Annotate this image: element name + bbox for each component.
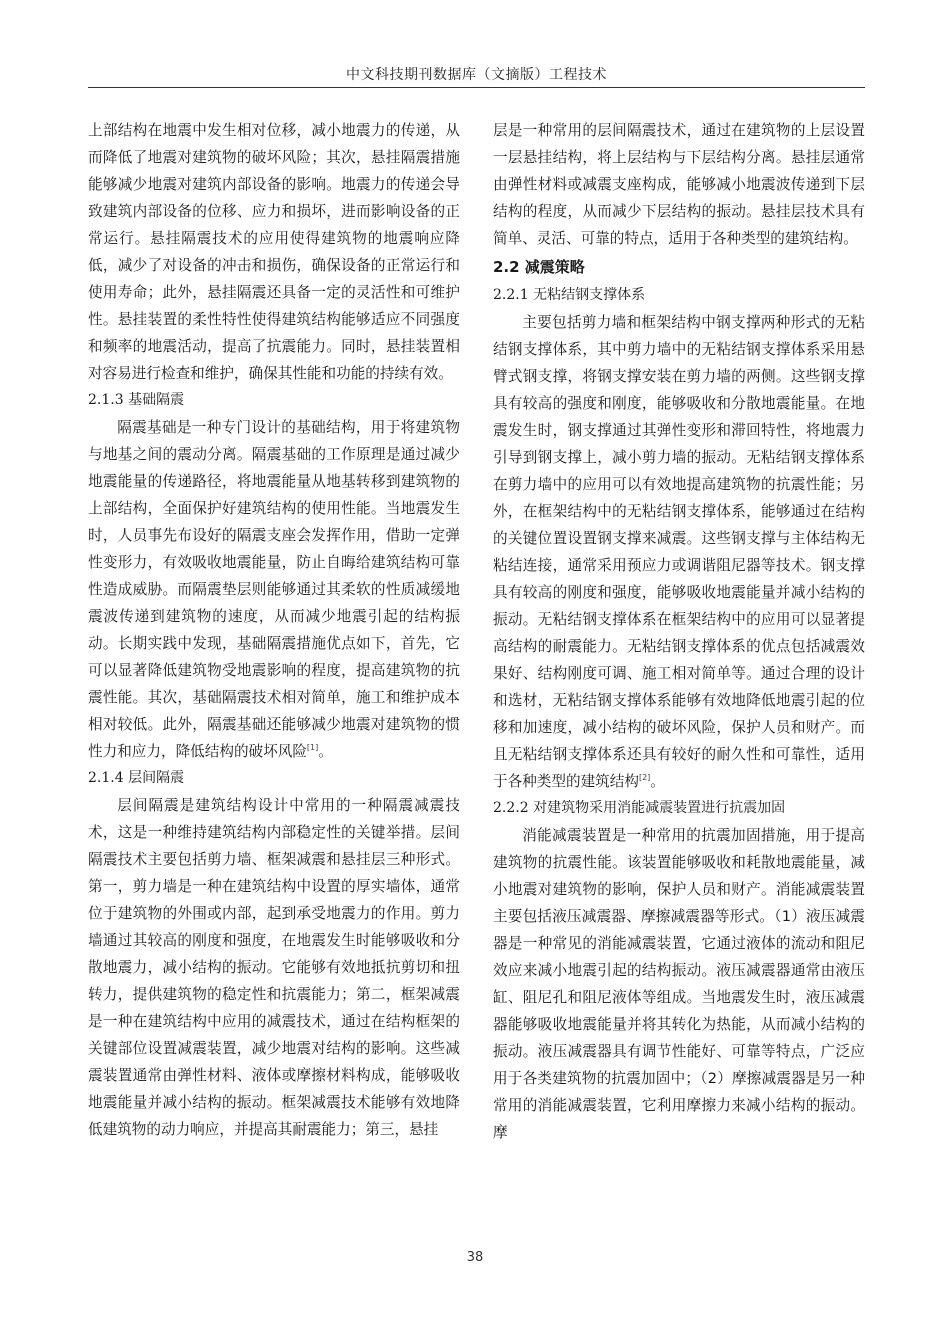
right-column [493,117,865,1146]
paragraph-unbonded-steel-brace [493,309,865,795]
header-rule [88,87,865,88]
paragraph-base-isolation-text: 隔震基础是一种专门设计的基础结构，用于将建筑物与地基之间的震动分离。隔震基础的工作原理是通过减少地震能量的传递路径，将地震能量从地基转移到建筑物的上部结构，全面保护好建筑结构的使用性能。当地震发生时，人员事先布设好的隔震支座会发挥作用，借助一定弹性变形力，有效吸收地震能量，防止自晦给建筑结构可靠性造成威胁。而隔震垫层则能够通过其柔软的性质减缓地震波传递到建筑物的速度，从而减少地震引起的结构振动。长期实践中发现，基础隔震措施优点如下，首先，它可以显著降低建筑物受地震影响的程度，提高建筑物的抗震性能。其次，基础隔震技术相对简单，施工和维护成本相对较低。此外，隔震基础还能够减少地震对建筑物的惯性力和应力，降低结构的破坏风险 [88,419,460,760]
citation-1[interactable]: [1] [306,743,319,752]
heading-2-2-1: 2.2.1 无粘结钢支撑体系 [493,287,646,303]
paragraph-base-isolation-end: 。 [318,743,333,760]
paragraph-energy-dissipation: 消能减震装置是一种常用的抗震加固措施，用于提高建筑物的抗震性能。该装置能够吸收和耗散地震能量，减小地震对建筑物的影响，保护人员和财产。消能减震装置主要包括液压减震器、摩擦减震器等形式。（1）液压减震器是一种常见的消能减震装置，它通过液体的流动和阻尼效应来减小地震引起的结构振动。液压减震器通常由液压缸、阻尼孔和阻尼液体等组成。当地震发生时，液压减震器能够吸收地震能量并将其转化为热能，从而减小结构的振动。液压减震器具有调节性能好、可靠等特点，广泛应用于各类建筑物的抗震加固中；（2）摩擦减震器是另一种常用的消能减震装置，它利用摩擦力来减小结构的振动。摩 [493,827,865,1141]
paragraph-unbonded-steel-brace-end: 。 [650,773,665,790]
heading-2-2-2: 2.2.2 对建筑物采用消能减震装置进行抗震加固 [493,800,786,816]
heading-2-1-4: 2.1.4 层间隔震 [88,770,185,786]
left-column [88,117,460,1143]
running-header: 中文科技期刊数据库（文摘版）工程技术 [346,67,607,83]
paragraph-unbonded-steel-brace-text: 主要包括剪力墙和框架结构中钢支撑两种形式的无粘结钢支撑体系，其中剪力墙中的无粘结钢支撑体系采用悬臂式钢支撑，将钢支撑安装在剪力墙的两侧。这些钢支撑具有较高的强度和刚度，能够吸收和分散地震能量。在地震发生时，钢支撑通过其弹性变形和滞回特性，将地震力引导到钢支撑上，减小剪力墙的振动。无粘结钢支撑体系在剪力墙中的应用可以有效地提高建筑物的抗震性能；另外，在框架结构中的无粘结钢支撑体系，能够通过在结构的关键位置设置钢支撑来减震。这些钢支撑与主体结构无粘结连接，通常采用预应力或调谐阻尼器等技术。钢支撑具有较高的刚度和强度，能够吸收地震能量并减小结构的振动。无粘结钢支撑体系在框架结构中的应用可以显著提高结构的耐震能力。无粘结钢支撑体系的优点包括减震效果好、结构刚度可调、施工相对简单等。通过合理的设计和选材，无粘结钢支撑体系能够有效地降低地震引起的位移和加速度，减小结构的破坏风险，保护人员和财产。而且无粘结钢支撑体系还具有较好的耐久性和可靠性，适用于各种类型的建筑结构 [493,314,865,790]
paragraph-base-isolation [88,414,460,765]
paragraph-interstory-isolation: 层间隔震是建筑结构设计中常用的一种隔震减震技术，这是一种维持建筑结构内部稳定性的关键举措。层间隔震技术主要包括剪力墙、框架减震和悬挂层三种形式。第一，剪力墙是一种在建筑结构中设置的厚实墙体，通常位于建筑物的外围或内部，起到承受地震力的作用。剪力墙通过其较高的刚度和强度，在地震发生时能够吸收和分散地震力，减小结构的振动。它能够有效地抵抗剪切和扭转力，提供建筑物的稳定性和抗震能力；第二，框架减震是一种在建筑结构中应用的减震技术，通过在结构框架的关键部位设置减震装置，减少地震对结构的影响。这些减震装置通常由弹性材料、液体或摩擦材料构成，能够吸收地震能量并减小结构的振动。框架减震技术能够有效地降低建筑物的动力响应，并提高其耐震能力；第三，悬挂 [88,797,460,1138]
heading-2-2: 2.2 减震策略 [493,258,585,276]
paragraph-suspension-isolation-cont: 上部结构在地震中发生相对位移，减小地震力的传递，从而降低了地震对建筑物的破坏风险；其次，悬挂隔震措施能够减少地震对建筑内部设备的影响。地震力的传递会导致建筑内部设备的位移、应力和损坏，进而影响设备的正常运行。悬挂隔震技术的应用使得建筑物的地震响应降低，减少了对设备的冲击和损伤，确保设备的正常运行和使用寿命；此外，悬挂隔震还具备一定的灵活性和可维护性。悬挂装置的柔性特性使得建筑结构能够适应不同强度和频率的地震活动，提高了抗震能力。同时，悬挂装置相对容易进行检查和维护，确保其性能和功能的持续有效。 [88,122,460,382]
page-number: 38 [466,1250,484,1265]
citation-2[interactable]: [2] [638,773,651,782]
heading-2-1-3: 2.1.3 基础隔震 [88,392,185,408]
paragraph-interstory-isolation-cont: 层是一种常用的层间隔震技术，通过在建筑物的上层设置一层悬挂结构，将上层结构与下层结构分离。悬挂层通常由弹性材料或减震支座构成，能够减小地震波传递到下层结构的程度，从而减少下层结构的振动。悬挂层技术具有简单、灵活、可靠的特点，适用于各种类型的建筑结构。 [493,122,865,247]
